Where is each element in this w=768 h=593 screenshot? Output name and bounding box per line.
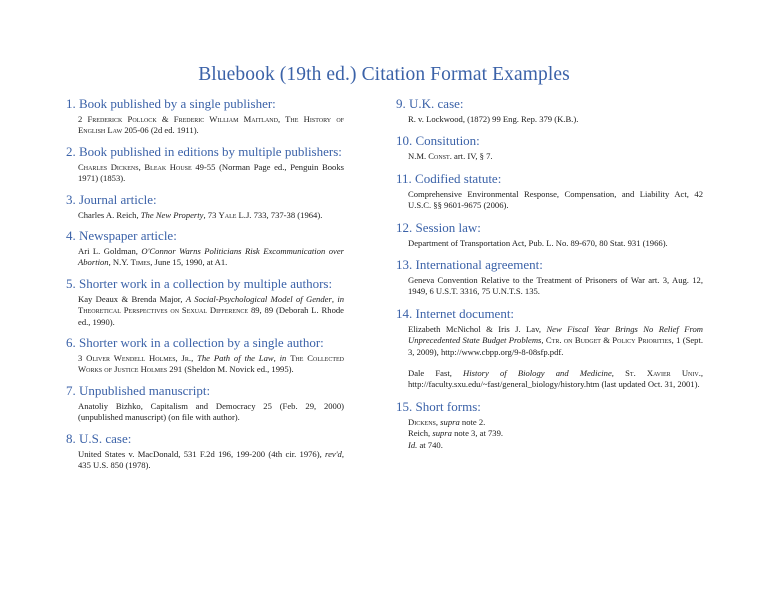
citation-example [78, 246, 344, 269]
citation-text: The Path of the Law [197, 353, 274, 364]
citation-text: supra [440, 416, 460, 427]
citation-example [78, 210, 344, 221]
section-heading: 2. Book published in editions by multiple publishers: [66, 143, 342, 159]
section-heading: 8. U.S. case: [66, 430, 132, 446]
citation-example [408, 417, 703, 451]
citation-text: note 2. [459, 416, 486, 427]
citation-text: Department of Transportation Act, Pub. L. No. 89-670, 80 Stat. 931 (1966). [408, 237, 668, 248]
citation-text: Ari L. Goldman, [78, 246, 142, 257]
citation-text: in [279, 353, 287, 364]
citation-example [408, 189, 703, 212]
citation-text: , [611, 368, 626, 379]
citation-text: , 435 U.S. 850 (1978). [78, 448, 344, 471]
citation-example [408, 151, 703, 162]
citation-text: , http://faculty.sxu.edu/~fast/general_biology/history.htm (last updated Oct. 31, 2001). [408, 368, 703, 390]
citation-text: A Social-Psychological Model of Gender [185, 293, 332, 304]
citation-section [396, 96, 703, 125]
citation-section [396, 257, 703, 298]
section-heading: 12. Session law: [396, 219, 481, 235]
citation-text: Id. [408, 439, 418, 450]
citation-text: O'Connor Warns Politicians Risk Excommunication over Abortion [78, 246, 344, 268]
citation-text: , N.Y. [108, 257, 131, 268]
section-heading: 11. Codified statute: [396, 170, 502, 186]
citation-example [78, 162, 344, 185]
citation-section [396, 133, 703, 162]
citation-text: art. IV, § 7. [451, 151, 493, 162]
citation-text: , [435, 416, 441, 427]
citation-text: N.M. [408, 151, 429, 162]
citation-section [66, 276, 344, 328]
citation-text: R. v. Lockwood, (1872) 99 Eng. Rep. 379 (K.B.). [408, 114, 579, 124]
citation-text: Elizabeth McNichol & Iris J. Lav, [408, 323, 547, 334]
citation-section [396, 399, 703, 451]
citation-text: Dale Fast, [408, 368, 464, 379]
section-heading: 3. Journal article: [66, 191, 157, 207]
citation-example [408, 238, 703, 249]
section-heading: 14. Internet document: [396, 305, 515, 321]
citation-section [396, 220, 703, 249]
citation-text: Kay Deaux & Brenda Major, [78, 293, 186, 304]
citation-text: 2 Frederick Pollock & Frederic William Maitland, The History of English Law [78, 114, 344, 136]
citation-text: , [191, 353, 198, 364]
citation-example [78, 294, 344, 328]
citation-text: 49-55 (Norman Page ed., Penguin Books 1971) (1853). [78, 161, 344, 184]
citation-example [78, 353, 344, 376]
citation-text: 733, 737-38 (1964). [251, 209, 323, 220]
right-column [396, 96, 703, 459]
citation-section [396, 306, 703, 391]
citation-text: The Collected Works of Justice Holmes [78, 353, 345, 375]
citation-text: Const. [428, 151, 452, 162]
left-column [66, 96, 344, 479]
citation-text: Ctr. on Budget & Policy Priorities [545, 335, 672, 346]
citation-text: Reich, [408, 428, 433, 439]
citation-section [396, 171, 703, 212]
section-heading: 10. Consitution: [396, 133, 480, 149]
citation-example [78, 449, 344, 472]
section-heading: 4. Newspaper article: [66, 228, 177, 244]
citation-text: , [331, 293, 338, 304]
citation-text: Geneva Convention Relative to the Treatment of Prisoners of War art. 3, Aug. 12, 1949, 6 U.S.T. 3316, 75 U.N.T.S. 135. [408, 275, 703, 297]
citation-text: Charles A. Reich, [78, 209, 141, 220]
citation-example [78, 114, 344, 137]
citation-text: , 1 (Sept. 3, 2009), http://www.cbpp.org/9-8-08sfp.pdf. [408, 335, 704, 357]
section-heading: 5. Shorter work in a collection by multiple authors: [66, 275, 333, 291]
citation-section [66, 228, 344, 269]
citation-section [66, 335, 344, 376]
section-heading: 1. Book published by a single publisher: [66, 96, 276, 111]
citation-section [66, 144, 344, 185]
citation-text: United States v. MacDonald, 531 F.2d 196, 199-200 (4th cir. 1976), [78, 448, 326, 459]
section-heading: 6. Shorter work in a collection by a single author: [66, 335, 324, 351]
section-heading: 7. Unpublished manuscript: [66, 382, 211, 398]
citation-text: Anatoliy Bizhko, Capitalism and Democracy 25 (Feb. 29, 2000) (unpublished manuscript) (on file with author). [78, 400, 344, 423]
citation-section [66, 192, 344, 221]
citation-text: Comprehensive Environmental Response, Compensation, and Liability Act, 42 U.S.C. §§ 9601-9675 (2006). [408, 188, 703, 211]
citation-text: supra [432, 428, 452, 439]
citation-text: rev'd [325, 448, 342, 459]
citation-text: 3 Oliver Wendell Holmes, Jr. [78, 353, 192, 364]
citation-text: Yale L.J. [218, 209, 252, 220]
citation-section [66, 431, 344, 472]
citation-text: , [273, 353, 280, 364]
citation-text: 89, 89 (Deborah L. Rhode ed., 1990). [78, 305, 344, 327]
section-heading: 15. Short forms: [396, 398, 481, 414]
citation-section [66, 96, 344, 137]
citation-text: Times [130, 257, 151, 268]
citation-text: 205-06 (2d ed. 1911). [122, 125, 199, 136]
citation-example [408, 114, 703, 125]
citation-text: Theoretical Perspectives on Sexual Difference [78, 305, 249, 316]
citation-text: New Fiscal Year Brings No Relief From Unprecedented State Budget Problems [408, 323, 703, 346]
page-title: Bluebook (19th ed.) Citation Format Examples [198, 64, 570, 85]
citation-example [408, 324, 703, 391]
citation-text: , June 15, 1990, at A1. [150, 257, 228, 268]
citation-text: Charles Dickens, Bleak House [78, 161, 192, 172]
citation-text: at 740. [417, 439, 443, 450]
section-heading: 13. International agreement: [396, 257, 543, 273]
citation-text: in [337, 293, 345, 304]
citation-text: Dickens [408, 416, 436, 427]
citation-text: , [541, 335, 546, 346]
section-heading: 9. U.K. case: [396, 96, 464, 111]
citation-text: 291 (Sheldon M. Novick ed., 1995). [167, 364, 294, 375]
citation-text: note 3, at 739. [451, 428, 504, 439]
citation-section [66, 383, 344, 424]
citation-example [78, 401, 344, 424]
citation-text: The New Property [140, 209, 204, 220]
citation-example [408, 275, 703, 298]
citation-text: St. Xavier Univ. [625, 368, 701, 379]
citation-text: , 73 [203, 209, 219, 220]
citation-text: History of Biology and Medicine [463, 368, 612, 379]
